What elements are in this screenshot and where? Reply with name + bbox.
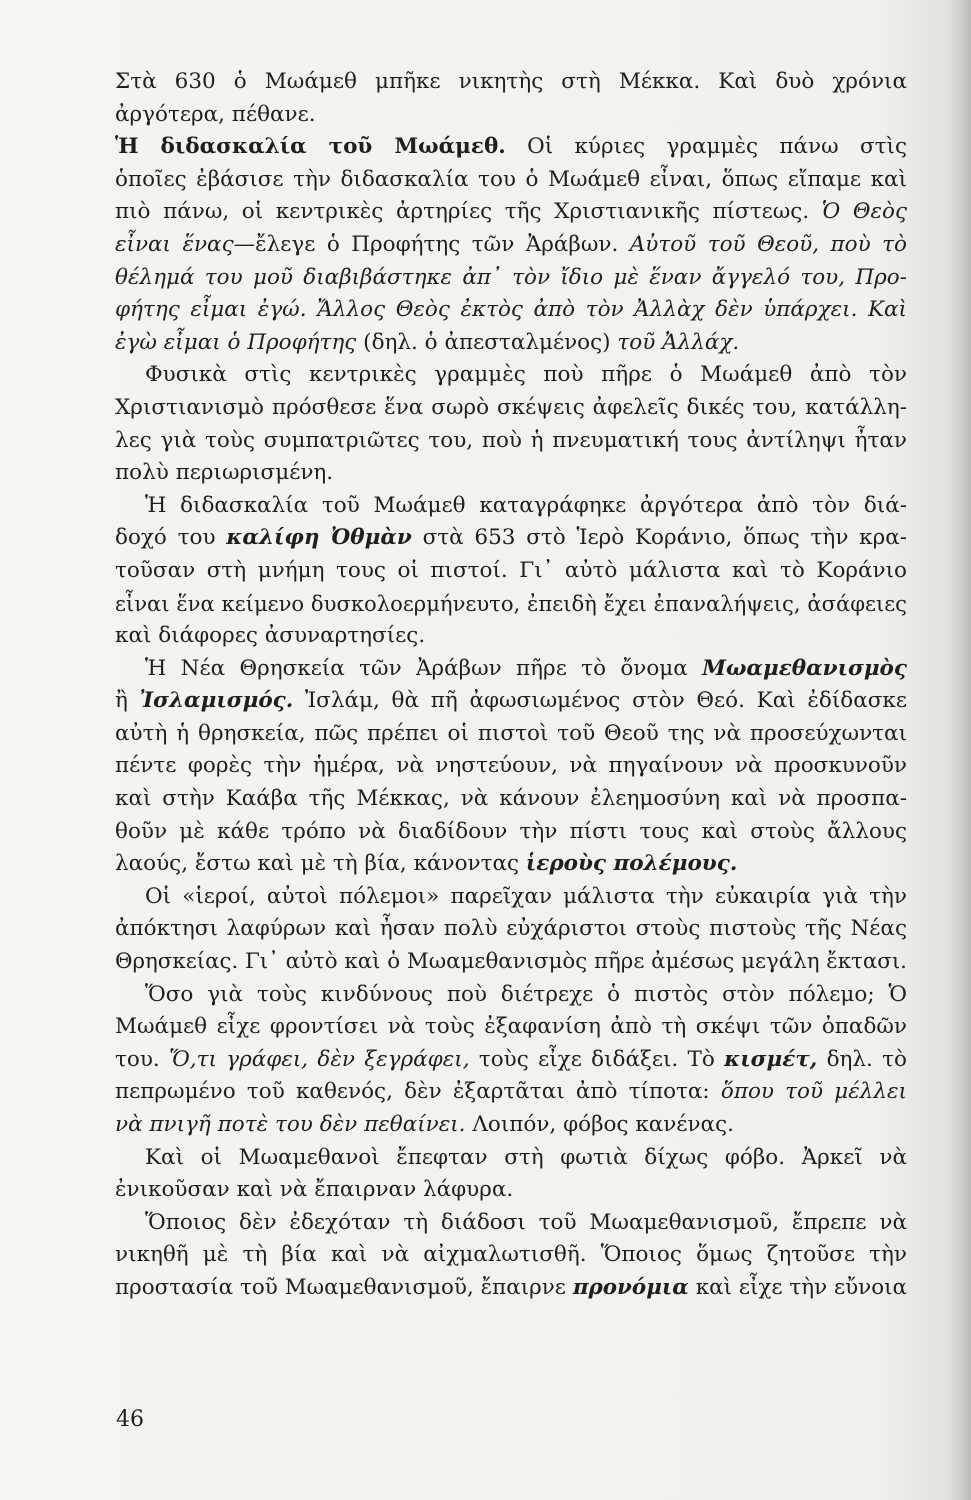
text-line: ἀργότερα, πέθανε.	[115, 101, 316, 127]
quote-span: εἶναι ἕνας	[115, 231, 234, 257]
text-line: Ὅσο γιὰ τοὺς κινδύνους ποὺ διέτρεχε ὁ πιστὸς στὸν πόλεμο; Ὁ	[145, 981, 907, 1007]
text-span: λαούς, ἔστω καὶ μὲ τὴ βία, κάνοντας	[115, 851, 526, 877]
text-span: (δηλ. ὁ ἀπεσταλμένος)	[356, 329, 611, 355]
text-line: θέλημά του μοῦ διαβιβάστηκε ἀπ᾽ τὸν ἴδιο μὲ ἕναν ἄγγελό του, Προ-	[115, 264, 907, 290]
text-line: εἶναι ἕνα κείμενο δυσκολοερμήνευτο, ἐπειδὴ ἔχει ἐπαναλήψεις, ἀσάφειες	[115, 590, 907, 616]
text-line: Οἱ «ἱεροί, αὐτοὶ πόλεμοι» παρεῖχαν μάλιστα τὴν εὐκαιρία γιὰ τὴν	[145, 883, 907, 909]
text-line: ἀπόκτησι λαφύρων καὶ ἦσαν πολὺ εὐχάριστοι στοὺς πιστοὺς τῆς Νέας	[115, 916, 907, 942]
quote-span: Αὐτοῦ τοῦ Θεοῦ, ποὺ τὸ	[618, 231, 907, 257]
text-line	[115, 1076, 907, 1109]
text-span: δηλ. τὸ	[817, 1046, 908, 1072]
quote-span: Ὅ,τι γράφει, δὲν ξεγράφει,	[169, 1046, 470, 1072]
paragraph-5	[115, 653, 907, 881]
text-line: Μωάμεθ εἶχε φροντίσει νὰ τοὺς ἐξαφανίση ἀπὸ τὴ σκέψι τῶν ὀπαδῶν	[115, 1014, 907, 1040]
paragraph-1	[115, 66, 907, 131]
text-span: Ἡ Νέα Θρησκεία τῶν Ἀράβων πῆρε τὸ ὄνομα	[145, 655, 703, 681]
text-line: τοῦσαν στὴ μνήμη τους οἱ πιστοί. Γι᾽ αὐτὸ μάλιστα καὶ τὸ Κοράνιο	[115, 557, 907, 583]
text-span: —ἔλεγε ὁ Προφήτης τῶν Ἀράβων.	[233, 231, 619, 257]
text-span: του.	[115, 1046, 170, 1072]
text-span: τοὺς εἶχε διδάξει. Τὸ	[469, 1046, 725, 1072]
text-line: Ὅποιος δὲν ἐδεχόταν τὴ διάδοσι τοῦ Μωαμεθανισμοῦ, ἔπρεπε νὰ	[145, 1209, 907, 1235]
paragraph-7	[115, 979, 907, 1142]
text-line: θοῦν μὲ κάθε τρόπο νὰ διαδίδουν τὴν πίστι τους καὶ στοὺς ἄλλους	[115, 818, 907, 844]
text-line: πέντε φορὲς τὴν ἡμέρα, νὰ νηστεύουν, νὰ πηγαίνουν νὰ προσκυνοῦν	[115, 753, 907, 779]
text-line: καὶ διάφορες ἀσυναρτησίες.	[115, 623, 426, 649]
emphasis-span: καλίφη Ὀθμὰν	[226, 525, 412, 551]
paragraph-4	[115, 490, 907, 653]
quote-span: Ὁ Θεὸς	[809, 199, 907, 225]
text-line	[115, 229, 907, 262]
text-line	[115, 1109, 907, 1142]
text-line	[115, 848, 907, 881]
emphasis-span: ἱεροὺς πολέμους.	[525, 851, 738, 877]
section-heading: Ἡ διδασκαλία τοῦ Μωάμεθ.	[115, 134, 506, 160]
text-line: ὁποῖες ἐβάσισε τὴν διδασκαλία του ὁ Μωάμεθ εἶναι, ὅπως εἴπαμε καὶ	[115, 166, 907, 192]
text-line: Ἡ διδασκαλία τοῦ Μωάμεθ καταγράφηκε ἀργότερα ἀπὸ τὸν διά-	[145, 492, 907, 518]
text-span: ἢ	[115, 688, 140, 714]
text-line: καὶ στὴν Καάβα τῆς Μέκκας, νὰ κάνουν ἐλεημοσύνη καὶ νὰ προσπα-	[115, 786, 907, 812]
text-line	[115, 131, 907, 164]
text-span: Λοιπόν, φόβος κανένας.	[465, 1112, 734, 1137]
emphasis-span: προνόμια	[572, 1274, 689, 1300]
quote-span: ἐγὼ εἶμαι ὁ Προφήτης	[115, 329, 357, 355]
text-line: ἐνικοῦσαν καὶ νὰ ἔπαιρναν λάφυρα.	[115, 1177, 514, 1203]
text-span: Ἰσλάμ, θὰ πῆ ἀφωσιωμένος στὸν Θεό. Καὶ ἐδίδασκε	[293, 688, 907, 714]
emphasis-span: Ἰσλαμισμός.	[139, 688, 294, 714]
quote-span: νὰ πνιγῆ ποτὲ του δὲν πεθαίνει.	[115, 1112, 466, 1137]
text-line	[115, 685, 907, 718]
text-span: προστασία τοῦ Μωαμεθανισμοῦ, ἔπαιρνε	[115, 1274, 573, 1300]
text-span: καὶ εἶχε τὴν εὔνοια	[688, 1274, 907, 1300]
text-line: Χριστιανισμὸ πρόσθεσε ἕνα σωρὸ σκέψεις ἀφελεῖς δικές του, κατάλλη-	[115, 394, 907, 420]
page-edge-shadow	[949, 0, 971, 1500]
text-line: νικηθῆ μὲ τὴ βία καὶ νὰ αἰχμαλωτισθῆ. Ὅποιος ὅμως ζητοῦσε τὴν	[115, 1242, 907, 1268]
text-line: Στὰ 630 ὁ Μωάμεθ μπῆκε νικητὴς στὴ Μέκκα. Καὶ δυὸ χρόνια	[115, 69, 907, 94]
text-span: Οἱ κύριες γραμμὲς πάνω στὶς	[505, 134, 907, 160]
paragraph-2	[115, 131, 907, 359]
text-line	[115, 327, 907, 360]
quote-span: ὅπου τοῦ μέλλει	[720, 1079, 907, 1105]
text-line: φήτης εἶμαι ἐγώ. Ἄλλος Θεὸς ἐκτὸς ἀπὸ τὸν Ἀλλὰχ δὲν ὑπάρχει. Καὶ	[115, 297, 907, 323]
text-line: πολὺ περιωρισμένη.	[115, 460, 334, 486]
text-span: δοχό του	[115, 525, 227, 551]
text-span: στὰ 653 στὸ Ἱερὸ Κοράνιο, ὅπως τὴν κρα-	[411, 525, 907, 551]
text-line: Καὶ οἱ Μωαμεθανοὶ ἔπεφταν στὴ φωτιὰ δίχως φόβο. Ἀρκεῖ νὰ	[145, 1144, 907, 1170]
text-line	[115, 196, 907, 229]
text-line: Θρησκείας. Γι᾽ αὐτὸ καὶ ὁ Μωαμεθανισμὸς πῆρε ἀμέσως μεγάλη ἔκτασι.	[115, 949, 907, 975]
paragraph-8	[115, 1142, 907, 1207]
paragraph-3	[115, 359, 907, 489]
text-span: πιὸ πάνω, οἱ κεντρικὲς ἀρτηρίες τῆς Χριστιανικῆς πίστεως.	[115, 199, 810, 225]
emphasis-span: κισμέτ,	[724, 1046, 818, 1072]
emphasis-span: Μωαμεθανισμὸς	[702, 655, 907, 681]
text-line: αὐτὴ ἡ θρησκεία, πῶς πρέπει οἱ πιστοὶ τοῦ Θεοῦ της νὰ προσεύχωνται	[115, 720, 907, 746]
paragraph-6	[115, 881, 907, 979]
text-line: Φυσικὰ στὶς κεντρικὲς γραμμὲς ποὺ πῆρε ὁ Μωάμεθ ἀπὸ τὸν	[145, 362, 907, 388]
text-line	[115, 1044, 907, 1077]
text-line: λες γιὰ τοὺς συμπατριῶτες του, ποὺ ἡ πνευματική τους ἀντίληψι ἦταν	[115, 427, 907, 453]
paragraph-9	[115, 1207, 907, 1305]
quote-span: τοῦ Ἀλλάχ.	[610, 329, 740, 355]
text-span: πεπρωμένο τοῦ καθενός, δὲν ἐξαρτᾶται ἀπὸ τίποτα:	[115, 1079, 721, 1105]
text-line	[115, 1272, 907, 1305]
text-line	[115, 653, 907, 686]
body-text	[115, 66, 907, 1305]
page-number: 46	[116, 1407, 144, 1432]
text-line	[115, 522, 907, 555]
